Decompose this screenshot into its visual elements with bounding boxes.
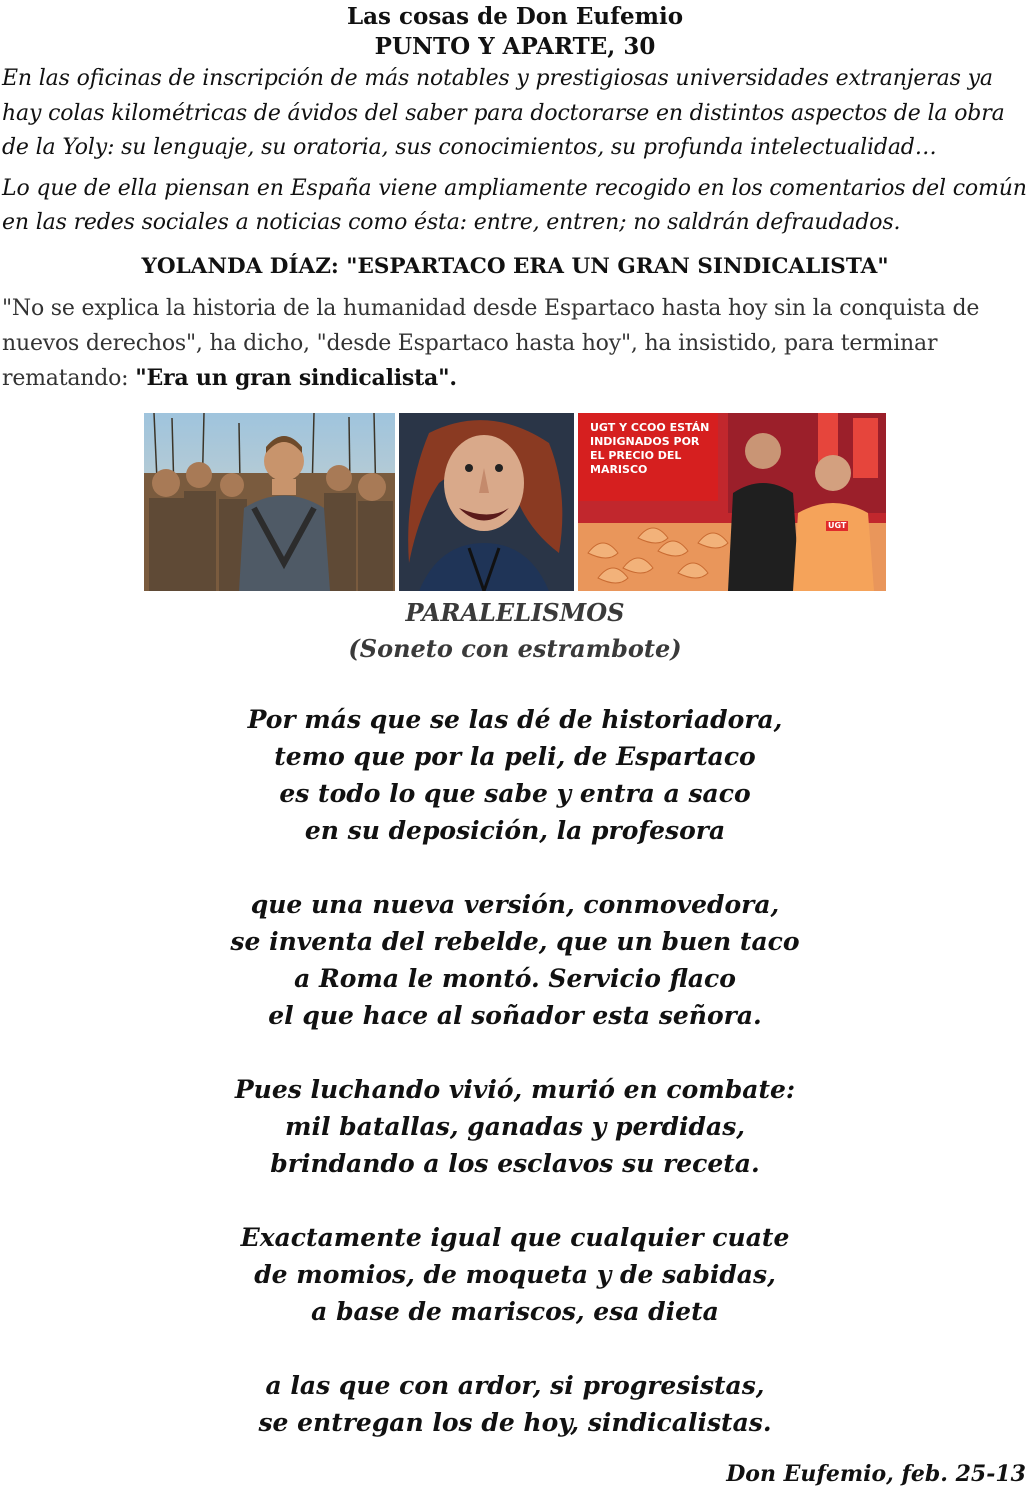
document-header [0, 2, 1030, 62]
quote-text: "No se explica la historia de la humanidad desde Espartaco hasta hoy sin la conquista de nuevos derechos", ha dicho, "desde Espartaco hasta hoy", ha insistido, para terminar rematando: [2, 295, 980, 391]
poem-body [0, 701, 1030, 1441]
poem-stanza-estrambote [0, 1367, 1030, 1441]
news-quote [0, 291, 1030, 396]
poem-line: que una nueva versión, conmovedora, [250, 889, 780, 919]
intro-paragraph-2: Lo que de ella piensan en España viene ampliamente recogido en los comentarios del común en las redes sociales a noticias como ésta: entre, entren; no saldrán defraudados. [2, 175, 1027, 235]
poem-heading [0, 595, 1030, 667]
poem-line: en su deposición, la profesora [304, 815, 726, 845]
issue-title: PUNTO Y APARTE, 30 [374, 33, 656, 60]
signature: Don Eufemio, feb. 25-13 [726, 1461, 1026, 1487]
image-strip [0, 413, 1030, 593]
poem-line: el que hace al soñador esta señora. [268, 1000, 762, 1030]
poem-line: a las que con ardor, si progresistas, [265, 1370, 765, 1400]
poem-subtitle: (Soneto con estrambote) [348, 633, 682, 663]
poem-line: se inventa del rebelde, que un buen taco [230, 926, 800, 956]
poem-line: brindando a los esclavos su receta. [270, 1148, 760, 1178]
poem-stanza [0, 1219, 1030, 1330]
poem-line: Por más que se las dé de historiadora, [247, 704, 783, 734]
seafood-caption-box [578, 413, 718, 501]
spartacus-image [144, 413, 395, 591]
ugt-shirt-badge: UGT [828, 520, 847, 530]
intro-section [0, 62, 1030, 241]
poem-line: a base de mariscos, esa dieta [311, 1296, 719, 1326]
poem-line: se entregan los de hoy, sindicalistas. [258, 1407, 772, 1437]
poem-stanza [0, 886, 1030, 1034]
news-headline: YOLANDA DÍAZ: "ESPARTACO ERA UN GRAN SINDICALISTA" [141, 253, 889, 279]
poem-line: temo que por la peli, de Espartaco [274, 741, 756, 771]
poem-line: mil batallas, ganadas y perdidas, [285, 1111, 745, 1141]
poem-title: PARALELISMOS [405, 597, 625, 627]
poem-line: es todo lo que sabe y entra a saco [279, 778, 751, 808]
quote-bold: "Era un gran sindicalista". [135, 364, 457, 391]
union-seafood-image [578, 413, 886, 591]
poem-line: a Roma le montó. Servicio flaco [294, 963, 736, 993]
poem-stanza [0, 1071, 1030, 1182]
series-title: Las cosas de Don Eufemio [346, 3, 684, 30]
poem-line: de momios, de moqueta y de sabidas, [254, 1259, 776, 1289]
seafood-caption: UGT Y CCOO ESTÁN INDIGNADOS POR EL PRECIO DEL MARISCO [590, 420, 710, 476]
poem-line: Exactamente igual que cualquier cuate [240, 1222, 790, 1252]
caricature-image [399, 413, 574, 591]
poem-stanza [0, 701, 1030, 849]
poem-line: Pues luchando vivió, murió en combate: [234, 1074, 796, 1104]
intro-paragraph-1: En las oficinas de inscripción de más notables y prestigiosas universidades extranjeras ya hay colas kilométricas de ávidos del saber para doctorarse en distintos aspectos de la obra de la Yoly: su lenguaje, su oratoria, sus conocimientos, su profunda intelectualidad… [2, 66, 1005, 160]
